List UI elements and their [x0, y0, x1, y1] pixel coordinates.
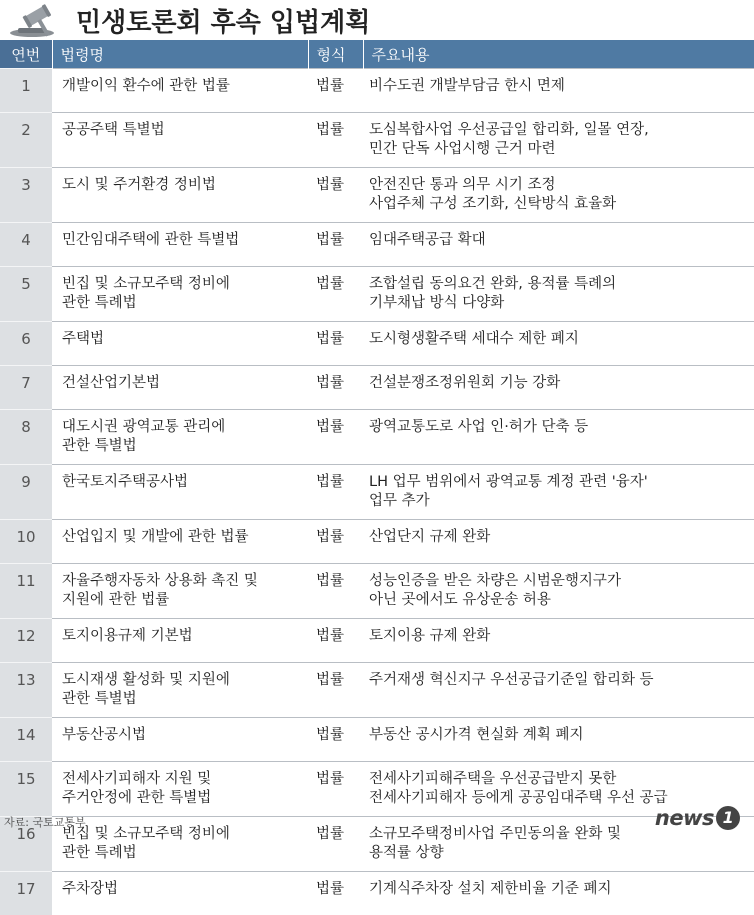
row-number: 6 — [0, 322, 52, 366]
table-header-row — [0, 40, 754, 69]
law-form-cell: 법률 — [308, 718, 363, 762]
law-name-cell — [52, 817, 308, 872]
news1-logo — [655, 806, 740, 830]
content-line: 용적률 상향 — [369, 844, 748, 863]
content-cell — [363, 410, 754, 465]
table-row — [0, 69, 754, 113]
legislation-table — [0, 40, 754, 915]
law-form-cell: 법률 — [308, 817, 363, 872]
row-number: 10 — [0, 520, 52, 564]
content-cell — [363, 718, 754, 762]
row-number: 14 — [0, 718, 52, 762]
table-row — [0, 817, 754, 872]
content-line: 산업단지 규제 완화 — [369, 528, 748, 547]
content-cell — [363, 69, 754, 113]
page-title: 민생토론회 후속 입법계획 — [76, 2, 370, 39]
content-line: 전세사기피해자 등에게 공공임대주택 우선 공급 — [369, 789, 748, 808]
table-row — [0, 520, 754, 564]
table-row — [0, 718, 754, 762]
law-form-cell: 법률 — [308, 762, 363, 817]
row-number: 7 — [0, 366, 52, 410]
header — [0, 0, 754, 40]
law-name-line: 지원에 관한 법률 — [62, 591, 302, 610]
law-form-cell: 법률 — [308, 267, 363, 322]
law-name-line: 빈집 및 소규모주택 정비에 — [62, 825, 302, 844]
law-name-line: 관한 특례법 — [62, 844, 302, 863]
row-number: 4 — [0, 223, 52, 267]
column-header-content: 주요내용 — [363, 40, 754, 69]
law-name-line: 도시 및 주거환경 정비법 — [62, 176, 302, 195]
table-row — [0, 872, 754, 915]
content-line: 비수도권 개발부담금 한시 면제 — [369, 77, 748, 96]
content-line: 도시형생활주택 세대수 제한 폐지 — [369, 330, 748, 349]
content-cell — [363, 322, 754, 366]
content-cell — [363, 663, 754, 718]
law-form-cell: 법률 — [308, 619, 363, 663]
law-form-cell: 법률 — [308, 520, 363, 564]
content-line: 광역교통도로 사업 인·허가 단축 등 — [369, 418, 748, 437]
content-line: 업무 추가 — [369, 492, 748, 511]
content-line: 주거재생 혁신지구 우선공급기준일 합리화 등 — [369, 671, 748, 690]
content-cell — [363, 267, 754, 322]
column-header-form: 형식 — [308, 40, 363, 69]
content-cell — [363, 465, 754, 520]
law-name-cell — [52, 465, 308, 520]
content-line: 기계식주차장 설치 제한비율 기준 폐지 — [369, 880, 748, 899]
law-form-cell: 법률 — [308, 872, 363, 915]
row-number: 2 — [0, 113, 52, 168]
law-name-cell — [52, 718, 308, 762]
content-line: 사업주체 구성 조기화, 신탁방식 효율화 — [369, 195, 748, 214]
logo-mark: 1 — [716, 806, 740, 830]
content-line: 아닌 곳에서도 유상운송 허용 — [369, 591, 748, 610]
law-name-cell — [52, 322, 308, 366]
table-row — [0, 168, 754, 223]
table-row — [0, 564, 754, 619]
law-form-cell: 법률 — [308, 564, 363, 619]
row-number: 15 — [0, 762, 52, 817]
law-name-line: 공공주택 특별법 — [62, 121, 302, 140]
law-name-cell — [52, 69, 308, 113]
law-name-cell — [52, 619, 308, 663]
law-name-line: 토지이용규제 기본법 — [62, 627, 302, 646]
content-line: 임대주택공급 확대 — [369, 231, 748, 250]
law-form-cell: 법률 — [308, 322, 363, 366]
content-line: 안전진단 통과 의무 시기 조정 — [369, 176, 748, 195]
law-form-cell: 법률 — [308, 223, 363, 267]
law-form-cell: 법률 — [308, 663, 363, 718]
content-line: 소규모주택정비사업 주민동의율 완화 및 — [369, 825, 748, 844]
content-line: 토지이용 규제 완화 — [369, 627, 748, 646]
content-line: 성능인증을 받은 차량은 시범운행지구가 — [369, 572, 748, 591]
content-cell — [363, 168, 754, 223]
row-number: 3 — [0, 168, 52, 223]
content-line: 전세사기피해주택을 우선공급받지 못한 — [369, 770, 748, 789]
table-row — [0, 223, 754, 267]
content-cell — [363, 520, 754, 564]
law-name-line: 전세사기피해자 지원 및 — [62, 770, 302, 789]
law-name-line: 건설산업기본법 — [62, 374, 302, 393]
row-number: 17 — [0, 872, 52, 915]
law-name-cell — [52, 663, 308, 718]
table-row — [0, 619, 754, 663]
law-form-cell: 법률 — [308, 465, 363, 520]
row-number: 8 — [0, 410, 52, 465]
law-form-cell: 법률 — [308, 366, 363, 410]
table-row — [0, 762, 754, 817]
content-line: 도심복합사업 우선공급일 합리화, 일몰 연장, — [369, 121, 748, 140]
gavel-icon — [8, 2, 62, 38]
content-cell — [363, 366, 754, 410]
column-header-law: 법령명 — [52, 40, 308, 69]
law-name-cell — [52, 168, 308, 223]
logo-text: news — [655, 806, 714, 830]
content-line: 기부채납 방식 다양화 — [369, 294, 748, 313]
row-number: 13 — [0, 663, 52, 718]
column-header-number: 연번 — [0, 40, 52, 69]
law-name-line: 한국토지주택공사법 — [62, 473, 302, 492]
law-name-line: 민간임대주택에 관한 특별법 — [62, 231, 302, 250]
row-number: 1 — [0, 69, 52, 113]
content-cell — [363, 223, 754, 267]
table-row — [0, 663, 754, 718]
law-name-cell — [52, 267, 308, 322]
content-line: 조합설립 동의요건 완화, 용적률 특례의 — [369, 275, 748, 294]
law-form-cell: 법률 — [308, 69, 363, 113]
law-name-line: 대도시권 광역교통 관리에 — [62, 418, 302, 437]
row-number: 9 — [0, 465, 52, 520]
content-line: 민간 단독 사업시행 근거 마련 — [369, 140, 748, 159]
content-line: LH 업무 범위에서 광역교통 계정 관련 '융자' — [369, 473, 748, 492]
law-name-cell — [52, 410, 308, 465]
law-name-line: 산업입지 및 개발에 관한 법률 — [62, 528, 302, 547]
law-name-line: 주택법 — [62, 330, 302, 349]
row-number: 16 — [0, 817, 52, 872]
law-form-cell: 법률 — [308, 410, 363, 465]
content-cell — [363, 872, 754, 915]
law-name-line: 빈집 및 소규모주택 정비에 — [62, 275, 302, 294]
law-form-cell: 법률 — [308, 113, 363, 168]
table-row — [0, 410, 754, 465]
content-line: 건설분쟁조정위원회 기능 강화 — [369, 374, 748, 393]
law-name-cell — [52, 223, 308, 267]
content-cell — [363, 619, 754, 663]
table-row — [0, 465, 754, 520]
table-row — [0, 322, 754, 366]
law-name-cell — [52, 366, 308, 410]
content-cell — [363, 113, 754, 168]
table-row — [0, 267, 754, 322]
source-note: 자료: 국토교통부 — [4, 814, 86, 830]
content-cell — [363, 564, 754, 619]
law-name-line: 주거안정에 관한 특별법 — [62, 789, 302, 808]
row-number: 5 — [0, 267, 52, 322]
law-name-line: 부동산공시법 — [62, 726, 302, 745]
row-number: 11 — [0, 564, 52, 619]
law-name-cell — [52, 113, 308, 168]
law-name-line: 관한 특별법 — [62, 690, 302, 709]
law-name-line: 개발이익 환수에 관한 법률 — [62, 77, 302, 96]
content-line: 부동산 공시가격 현실화 계획 폐지 — [369, 726, 748, 745]
law-name-line: 자율주행자동차 상용화 촉진 및 — [62, 572, 302, 591]
law-name-line: 주차장법 — [62, 880, 302, 899]
law-name-cell — [52, 762, 308, 817]
table-row — [0, 366, 754, 410]
law-name-cell — [52, 520, 308, 564]
law-name-line: 관한 특별법 — [62, 437, 302, 456]
law-name-line: 관한 특례법 — [62, 294, 302, 313]
law-name-line: 도시재생 활성화 및 지원에 — [62, 671, 302, 690]
table-row — [0, 113, 754, 168]
law-name-cell — [52, 872, 308, 915]
law-form-cell: 법률 — [308, 168, 363, 223]
row-number: 12 — [0, 619, 52, 663]
law-name-cell — [52, 564, 308, 619]
